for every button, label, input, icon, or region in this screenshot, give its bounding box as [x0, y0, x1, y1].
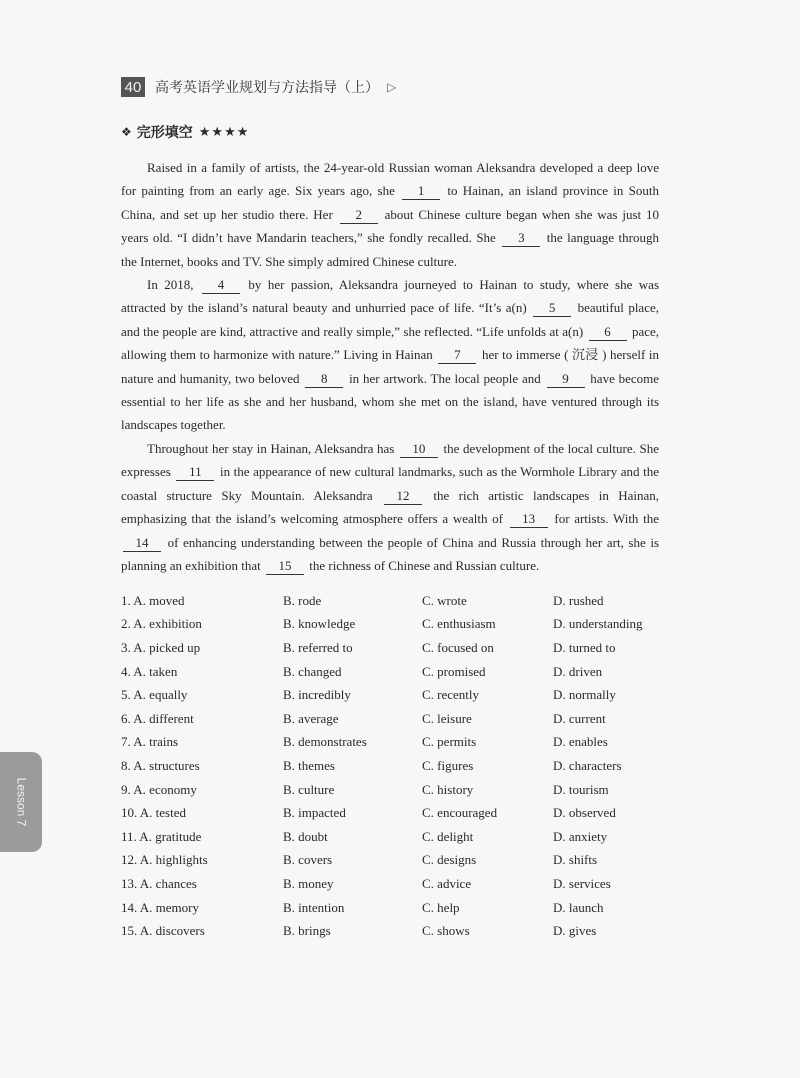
option-a: 11. A. gratitude [121, 828, 202, 844]
option-row-7 [121, 731, 681, 755]
option-b: B. intention [283, 899, 345, 915]
passage-text: of enhancing understanding between the people of China and Russia through her art, she is planning an exhibition that [121, 534, 660, 573]
passage-paragraph-3 [121, 437, 659, 577]
option-b: B. doubt [283, 828, 328, 844]
option-row-2 [121, 613, 681, 637]
blank-14: 14 [123, 535, 161, 552]
option-d: D. turned to [553, 639, 616, 655]
option-c: C. wrote [422, 592, 467, 608]
option-a: 3. A. picked up [121, 639, 201, 655]
option-d: D. anxiety [553, 828, 608, 844]
option-c: C. promised [422, 663, 486, 679]
header-title: 高考英语学业规划与方法指导（上） [155, 80, 379, 96]
option-a: 10. A. tested [121, 805, 186, 821]
cloze-passage [121, 156, 659, 577]
option-b: B. themes [283, 757, 335, 773]
option-b: B. changed [283, 663, 342, 679]
option-row-12 [121, 849, 681, 873]
diamond-icon: ❖ [121, 125, 132, 139]
section-title [121, 122, 249, 142]
option-d: D. launch [553, 899, 604, 915]
option-a: 5. A. equally [121, 687, 188, 703]
option-d: D. observed [553, 805, 616, 821]
blank-1: 1 [402, 183, 440, 200]
passage-text: in her artwork. The local people and [349, 370, 541, 386]
passage-text: the rich artistic landscapes in Hainan, emphasizing that the island’s welcoming atmosphere offers a wealth of [121, 487, 660, 527]
option-row-11 [121, 825, 681, 849]
option-row-3 [121, 636, 681, 660]
option-row-6 [121, 707, 681, 731]
section-title-text: 完形填空 [136, 125, 193, 141]
option-row-9 [121, 778, 681, 802]
option-c: C. advice [422, 875, 472, 891]
option-b: B. money [283, 875, 334, 891]
option-a: 8. A. structures [121, 757, 200, 773]
option-b: B. incredibly [283, 687, 351, 703]
option-b: B. knowledge [283, 616, 356, 632]
option-a: 2. A. exhibition [121, 616, 202, 632]
option-d: D. services [553, 875, 611, 891]
option-d: D. understanding [553, 616, 643, 632]
option-c: C. figures [422, 757, 474, 773]
blank-4: 4 [202, 277, 240, 294]
option-d: D. normally [553, 687, 616, 703]
option-c: C. permits [422, 734, 477, 750]
passage-text: pace, allowing them to harmonize with nature.” Living in Hainan [121, 323, 659, 363]
play-arrow-icon: ▷ [387, 80, 397, 94]
option-c: C. leisure [422, 710, 472, 726]
blank-5: 5 [533, 300, 571, 317]
passage-text: Throughout her stay in Hainan, Aleksandra has [147, 440, 395, 456]
passage-paragraph-2 [121, 273, 659, 437]
passage-text: for artists. With the [554, 511, 659, 527]
blank-7: 7 [438, 347, 476, 364]
option-c: C. enthusiasm [422, 616, 496, 632]
option-c: C. designs [422, 852, 477, 868]
blank-3: 3 [502, 230, 540, 247]
option-c: C. encouraged [422, 805, 498, 821]
option-row-10 [121, 801, 681, 825]
option-a: 13. A. chances [121, 875, 197, 891]
passage-text: In 2018, [147, 277, 194, 293]
option-b: B. brings [283, 923, 331, 939]
blank-15: 15 [266, 558, 304, 575]
blank-6: 6 [589, 324, 627, 341]
passage-text: Raised in a family of artists, the 24-year-old Russian woman Aleksandra developed a deep love for painting from an early age. Six years ago, she [121, 160, 659, 199]
option-b: B. covers [283, 852, 333, 868]
option-row-8 [121, 754, 681, 778]
option-d: D. enables [553, 734, 608, 750]
option-b: B. impacted [283, 805, 346, 821]
option-d: D. shifts [553, 852, 598, 868]
option-row-15 [121, 919, 681, 943]
option-c: C. recently [422, 687, 480, 703]
option-d: D. current [553, 710, 606, 726]
option-row-5 [121, 683, 681, 707]
option-a: 6. A. different [121, 710, 194, 726]
blank-12: 12 [384, 488, 422, 505]
page-number: 40 [121, 77, 145, 97]
blank-2: 2 [340, 207, 378, 224]
option-c: C. focused on [422, 639, 494, 655]
option-a: 4. A. taken [121, 663, 178, 679]
option-row-13 [121, 872, 681, 896]
lesson-side-tab [0, 752, 42, 852]
option-a: 9. A. economy [121, 781, 197, 797]
passage-text: the richness of Chinese and Russian culture. [309, 557, 540, 573]
option-a: 12. A. highlights [121, 852, 208, 868]
blank-9: 9 [547, 371, 585, 388]
option-row-14 [121, 896, 681, 920]
option-d: D. tourism [553, 781, 609, 797]
passage-text: have become essential to her life as she and her husband, whom she met on the island, have ventured through its landscapes together. [121, 370, 660, 433]
option-b: B. demonstrates [283, 734, 367, 750]
option-b: B. referred to [283, 639, 353, 655]
blank-8: 8 [305, 371, 343, 388]
passage-text: about Chinese culture began when she was just 10 years old. “I didn’t have Mandarin teachers,” she fondly recalled. She [121, 206, 660, 246]
difficulty-stars: ★★★★ [198, 124, 250, 140]
passage-text: by her passion, Aleksandra journeyed to Hainan to study, where she was attracted by the island’s natural beauty and unhurried pace of life. “It’s a(n) [121, 277, 660, 316]
option-a: 7. A. trains [121, 734, 179, 750]
option-c: C. delight [422, 828, 474, 844]
page-header [121, 76, 396, 98]
option-b: B. culture [283, 781, 335, 797]
option-a: 1. A. moved [121, 592, 185, 608]
option-d: D. driven [553, 663, 603, 679]
option-b: B. average [283, 710, 339, 726]
blank-10: 10 [400, 441, 438, 458]
option-a: 15. A. discovers [121, 923, 205, 939]
passage-text: the development of the local culture. She expresses [121, 440, 659, 480]
passage-text: the language through the Internet, books and TV. She simply admired Chinese culture. [121, 230, 659, 269]
option-row-4 [121, 660, 681, 684]
blank-11: 11 [176, 464, 214, 481]
option-b: B. rode [283, 592, 322, 608]
option-d: D. rushed [553, 592, 604, 608]
answer-options [121, 589, 681, 943]
option-d: D. gives [553, 923, 597, 939]
option-c: C. help [422, 899, 460, 915]
option-d: D. characters [553, 757, 622, 773]
lesson-tab-label: Lesson 7 [14, 777, 29, 827]
option-row-1 [121, 589, 681, 613]
blank-13: 13 [510, 511, 548, 528]
passage-text: beautiful place, and the people are kind, attractive and really simple,” she reflected. “Life unfolds at a(n) [121, 300, 659, 339]
passage-text: in the appearance of new cultural landmarks, such as the Wormhole Library and the coastal structure Sky Mountain. Aleksandra [121, 464, 659, 503]
passage-paragraph-1 [121, 156, 659, 273]
option-c: C. shows [422, 923, 470, 939]
option-a: 14. A. memory [121, 899, 199, 915]
option-c: C. history [422, 781, 474, 797]
passage-text: to Hainan, an island province in South China, and set up her studio there. Her [121, 183, 660, 222]
passage-text: her to immerse ( 沉浸 ) herself in nature and humanity, two beloved [121, 347, 660, 386]
